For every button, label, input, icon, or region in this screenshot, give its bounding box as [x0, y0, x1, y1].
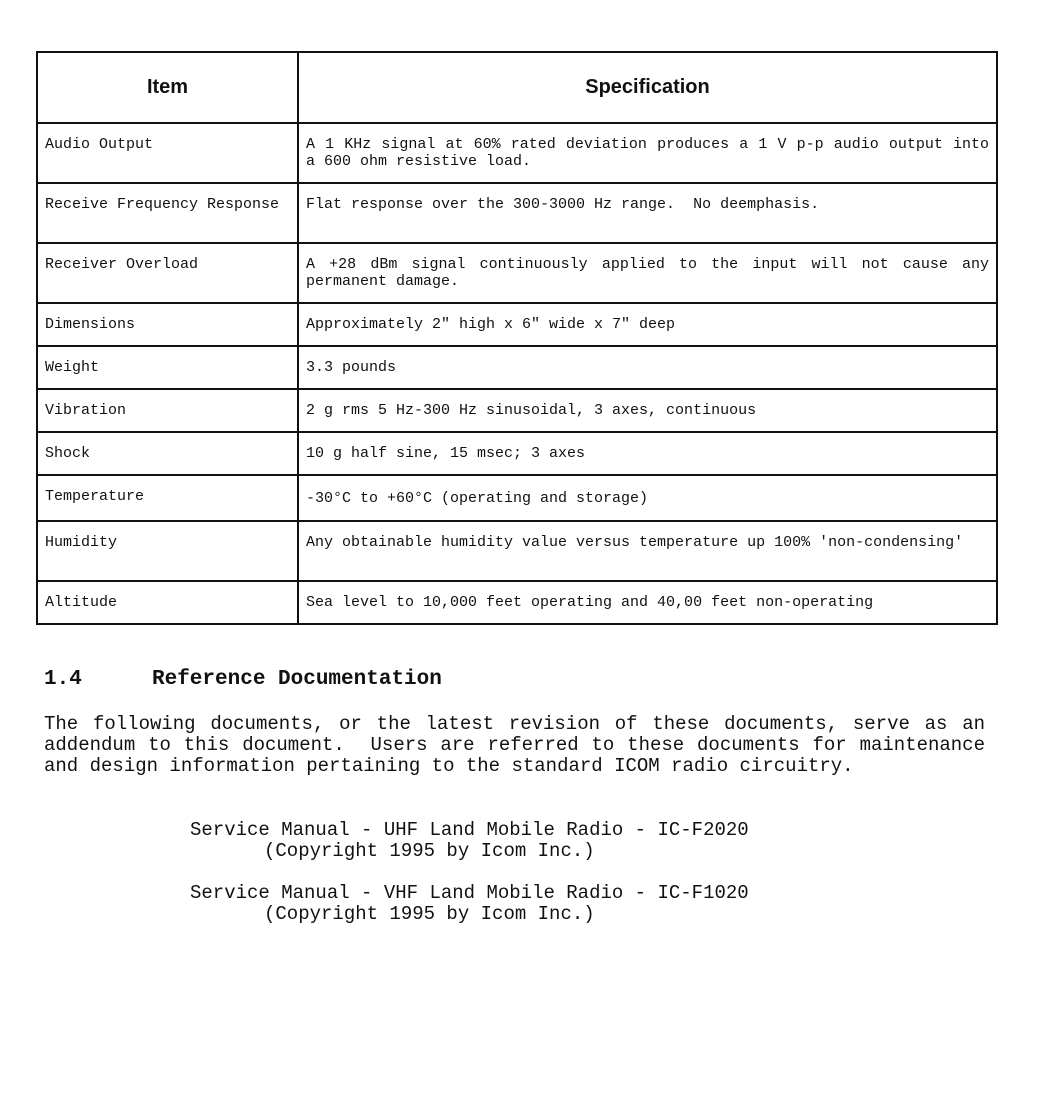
reference-entry: [190, 820, 749, 862]
spec-cell: -30°C to +60°C (operating and storage): [298, 475, 997, 521]
table-row: [37, 346, 997, 389]
item-column-header: Item: [37, 52, 298, 123]
table-row: [37, 243, 997, 303]
table-row: [37, 581, 997, 624]
reference-title: Service Manual - UHF Land Mobile Radio - IC-F2020: [190, 819, 749, 841]
section-title: Reference Documentation: [152, 668, 442, 691]
table-row: [37, 475, 997, 521]
item-cell: Receiver Overload: [37, 243, 298, 303]
item-cell: Receive Frequency Response: [37, 183, 298, 243]
spec-cell: A +28 dBm signal continuously applied to the input will not cause any permanent damage.: [298, 243, 997, 303]
item-cell: Audio Output: [37, 123, 298, 183]
section-number: 1.4: [44, 668, 82, 691]
item-cell: Dimensions: [37, 303, 298, 346]
table-row: [37, 303, 997, 346]
table-header-row: [37, 52, 997, 123]
item-cell: Altitude: [37, 581, 298, 624]
table-row: [37, 521, 997, 581]
reference-title: Service Manual - VHF Land Mobile Radio - IC-F1020: [190, 882, 749, 904]
spec-cell: Flat response over the 300-3000 Hz range. No deemphasis.: [298, 183, 997, 243]
spec-cell: Any obtainable humidity value versus temperature up 100% 'non-condensing': [298, 521, 997, 581]
spec-cell: 3.3 pounds: [298, 346, 997, 389]
specification-column-header: Specification: [298, 52, 997, 123]
item-cell: Vibration: [37, 389, 298, 432]
reference-copyright: (Copyright 1995 by Icom Inc.): [264, 840, 595, 862]
spec-cell: Sea level to 10,000 feet operating and 40,00 feet non-operating: [298, 581, 997, 624]
item-cell: Weight: [37, 346, 298, 389]
spec-cell: 10 g half sine, 15 msec; 3 axes: [298, 432, 997, 475]
table-row: [37, 123, 997, 183]
table-row: [37, 183, 997, 243]
specification-table: [36, 51, 998, 625]
section-paragraph: The following documents, or the latest revision of these documents, serve as an addendum to this document. Users are referred to these documents for maintenance and design information pertaining to the standard ICOM radio circuitry.: [44, 713, 997, 777]
item-cell: Shock: [37, 432, 298, 475]
spec-cell: A 1 KHz signal at 60% rated deviation produces a 1 V p-p audio output into a 600 ohm resistive load.: [298, 123, 997, 183]
item-cell: Humidity: [37, 521, 298, 581]
spec-cell: Approximately 2" high x 6" wide x 7" deep: [298, 303, 997, 346]
reference-entry: [190, 883, 749, 925]
table-row: [37, 432, 997, 475]
section-heading: [44, 668, 442, 691]
spec-cell: 2 g rms 5 Hz-300 Hz sinusoidal, 3 axes, continuous: [298, 389, 997, 432]
item-cell: Temperature: [37, 475, 298, 521]
reference-copyright: (Copyright 1995 by Icom Inc.): [264, 903, 595, 925]
table-row: [37, 389, 997, 432]
